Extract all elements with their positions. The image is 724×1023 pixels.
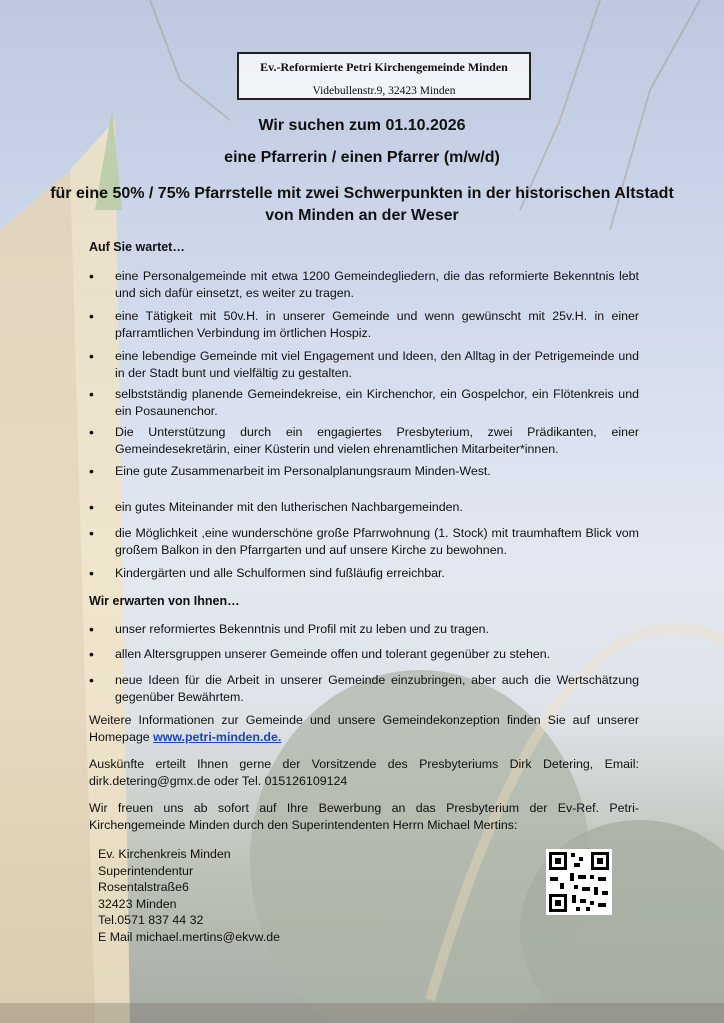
- list-item: • ein gutes Miteinander mit den lutherischen Nachbargemeinden.: [89, 499, 639, 516]
- contact-line: Rosentalstraße6: [98, 880, 189, 895]
- offer-title: Auf Sie wartet…: [89, 240, 185, 254]
- inquiries-paragraph: Auskünfte erteilt Ihnen gerne der Vorsitzende des Presbyteriums Dirk Detering, Email: dirk.detering@gmx.de oder Tel. 015126109124: [89, 757, 639, 788]
- list-item: • eine Personalgemeinde mit etwa 1200 Gemeindegliedern, die das reformierte Bekenntnis lebt und sich dafür einsetzt, es weiter zu tragen.: [89, 268, 639, 301]
- headline-date: Wir suchen zum 01.10.2026: [258, 117, 466, 134]
- contact-line: Superintendentur: [98, 863, 194, 878]
- list-item: • allen Altersgruppen unserer Gemeinde offen und tolerant gegenüber zu stehen.: [89, 646, 639, 663]
- list-item: • Eine gute Zusammenarbeit im Personalplanungsraum Minden-West.: [89, 463, 639, 480]
- headline-position: eine Pfarrerin / einen Pfarrer (m/w/d): [224, 149, 500, 166]
- list-item: • eine lebendige Gemeinde mit viel Engagement und Ideen, den Alltag in der Petrigemeinde und in der Stadt bunt und vielfältig zu gestalten.: [89, 348, 639, 381]
- qr-code-icon[interactable]: [546, 849, 612, 915]
- application-paragraph: Wir freuen uns ab sofort auf Ihre Bewerbung an das Presbyterium der Ev-Ref. Petri-Kirchengemeinde Minden durch den Superintendenten Herrn Michael Mertins:: [89, 801, 639, 832]
- list-item: • eine Tätigkeit mit 50v.H. in unserer Gemeinde und wenn gewünscht mit 25v.H. in einer pfarramtlichen Verbindung im örtlichen Hospiz.: [89, 308, 639, 341]
- contact-line: Ev. Kirchenkreis Minden: [98, 847, 231, 861]
- list-item: • unser reformiertes Bekenntnis und Profil mit zu leben und zu tragen.: [89, 621, 639, 638]
- contact-email: E Mail michael.mertins@ekvw.de: [98, 929, 280, 944]
- list-item: • Kindergärten und alle Schulformen sind fußläufig erreichbar.: [89, 565, 639, 582]
- organization-name: Ev.-Reformierte Petri Kirchengemeinde Minden: [260, 60, 508, 74]
- info-paragraph: [89, 712, 639, 746]
- homepage-link[interactable]: www.petri-minden.de.: [153, 730, 282, 744]
- contact-line: Tel.0571 837 44 32: [98, 913, 204, 928]
- list-item: • die Möglichkeit ,eine wunderschöne große Pfarrwohnung (1. Stock) mit traumhaftem Blick vom großem Balkon in den Pfarrgarten und auf unsere Kirche zu bewohnen.: [89, 525, 639, 558]
- list-item: • neue Ideen für die Arbeit in unserer Gemeinde einzubringen, aber auch die Wertschätzung gegenüber Bewährtem.: [89, 672, 639, 705]
- contact-line: 32423 Minden: [98, 896, 177, 911]
- list-item: • selbstständig planende Gemeindekreise, ein Kirchenchor, ein Gospelchor, ein Flötenkreis und ein Posaunenchor.: [89, 386, 639, 419]
- list-item: • Die Unterstützung durch ein engagiertes Presbyterium, zwei Prädikanten, einer Gemeindesekretärin, einer Küsterin und vielen ehrenamtlichen Mitarbeiter*innen.: [89, 424, 639, 457]
- organization-address: Videbullenstr.9, 32423 Minden: [312, 85, 456, 97]
- expect-title: Wir erwarten von Ihnen…: [89, 594, 240, 608]
- info-text: Weitere Informationen zur Gemeinde und unsere Gemeindekonzeption finden Sie auf unserer Homepage: [89, 713, 639, 744]
- bottom-band: [0, 1003, 724, 1023]
- organization-header: [237, 52, 531, 100]
- contact-address: [98, 846, 280, 946]
- headline-description: für eine 50% / 75% Pfarrstelle mit zwei Schwerpunkten in der historischen Altstadt von Minden an der Weser: [50, 185, 674, 224]
- qr-code-graphic: [546, 849, 612, 915]
